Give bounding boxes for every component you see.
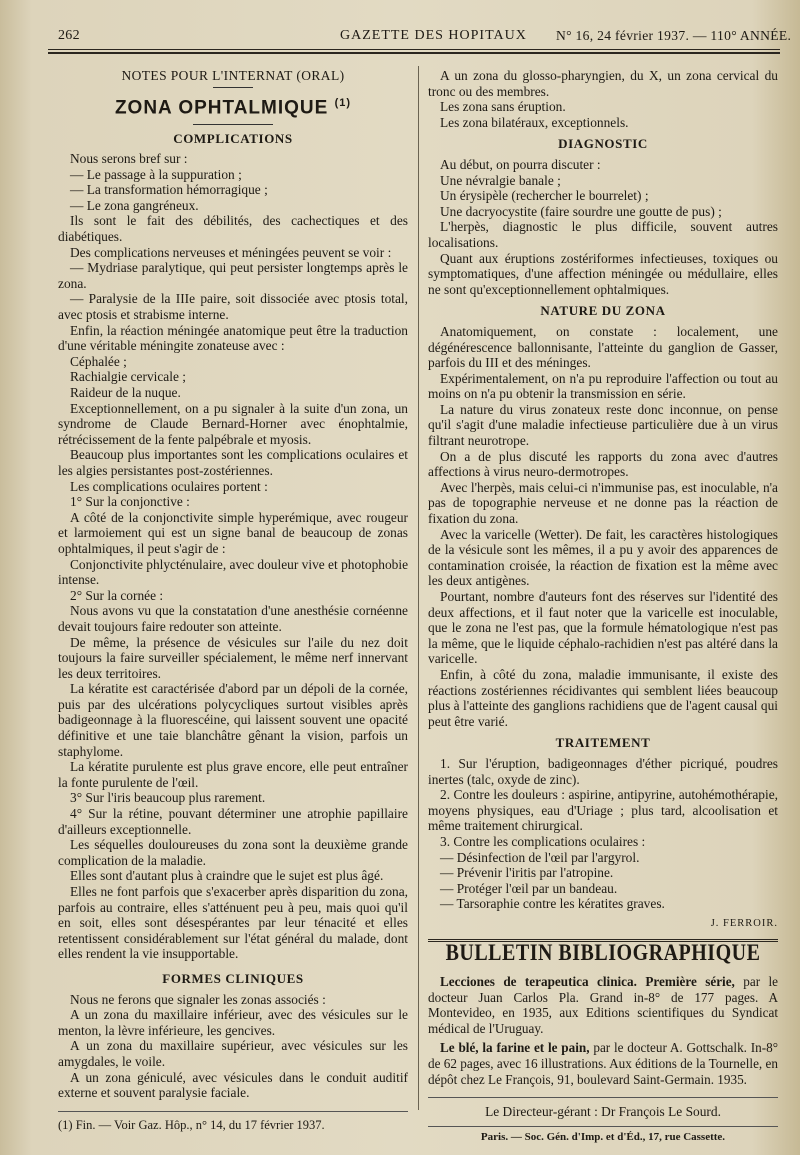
heading-diagnostic: DIAGNOSTIC xyxy=(558,136,648,152)
paragraph: Une dacryocystite (faire sourdre une goutte de pus) ; xyxy=(440,203,722,219)
footnote: (1) Fin. — Voir Gaz. Hôp., n° 14, du 17 février 1937. xyxy=(58,1117,325,1132)
kicker-rule xyxy=(213,87,253,88)
paragraph: La nature du virus zonateux reste donc inconnue, on pense qu'il s'agit d'une maladie infectieuse particulière due à un virus filtrant neurotrope. xyxy=(428,401,778,449)
book-2-title: Le blé, la farine et le pain, xyxy=(440,1040,590,1056)
left-column xyxy=(58,68,408,1133)
paragraph: — Protéger l'œil par un bandeau. xyxy=(440,880,618,896)
paragraph: Beaucoup plus importantes sont les complications oculaires et les algies persistantes post-zostériennes. xyxy=(58,447,408,478)
paragraph: Les séquelles douloureuses du zona sont la deuxième grande complication de la maladie. xyxy=(58,837,408,868)
paragraph: Conjonctivite phlycténulaire, avec douleur vive et photophobie intense. xyxy=(58,556,409,588)
paragraph: 3. Contre les complications oculaires : xyxy=(440,833,646,849)
paragraph: Expérimentalement, on n'a pu reproduire l'affection ou tout au moins on n'a pu obtenir la transmission en série. xyxy=(428,370,778,402)
paragraph: Anatomiquement, on constate : localement, une dégénérescence ballonnisante, l'atteinte du ganglion de Gasser, parfois du III et des méninges. xyxy=(428,323,778,371)
paragraph: 2. Contre les douleurs : aspirine, antipyrine, autohémothérapie, moyens physiques, eau d'Uriage ; plus tard, alcoolisation et même traitement chirurgical. xyxy=(428,787,778,834)
paragraph: Enfin, la réaction méningée anatomique peut être la traduction d'une véritable méningite zonateuse avec : xyxy=(58,322,408,354)
paragraph: Raideur de la nuque. xyxy=(70,385,181,401)
page-number: 262 xyxy=(58,28,80,43)
paragraph: Pourtant, nombre d'auteurs font des réserves sur l'identité des deux affections, et il faut noter que la varicelle est inoculable, que le zona ne l'est pas, que la formule hématologique n'est pas la même, que le liquide céphalo-rachidien n'est pas altéré dans la varicelle. xyxy=(428,589,778,667)
book-entry-2 xyxy=(428,1040,778,1087)
paragraph: Avec la varicelle (Wetter). De fait, les caractères histologiques de la vésicule sont les mêmes, il a pu y avoir des apparences de contamination croisée, la réaction de fixation est la même avec les deux antigènes. xyxy=(428,526,778,589)
director: Le Directeur-gérant : Dr François Le Sourd. xyxy=(485,1104,721,1120)
paragraph: De même, la présence de vésicules sur l'aile du nez doit toujours la faire surveiller spécialement, le même nerf innervant les deux territoires. xyxy=(58,634,408,681)
right-column xyxy=(428,68,778,1145)
director-rule xyxy=(428,1097,778,1098)
title-footnote-ref: (1) xyxy=(334,96,352,109)
heading-traitement: TRAITEMENT xyxy=(555,735,651,751)
heading-nature: NATURE DU ZONA xyxy=(540,303,666,319)
paragraph: A un zona du maxillaire inférieur, avec des vésicules sur le menton, la lèvre inférieure, les gencives. xyxy=(58,1007,408,1038)
paragraph: Enfin, à côté du zona, maladie immunisante, il existe des réactions zostériennes récidivantes qui semblent liées beaucoup plus à l'atteinte des ganglions rachidiens que de l'agent causal qui peut être varié. xyxy=(428,666,778,729)
paragraph: Au début, on pourra discuter : xyxy=(440,156,601,172)
paragraph: Nous ne ferons que signaler les zonas associés : xyxy=(70,991,326,1007)
paragraph: A un zona du glosso-pharyngien, du X, un zona cervical du tronc ou des membres. xyxy=(428,68,778,99)
footnote-rule xyxy=(58,1111,408,1112)
paragraph: La kératite purulente est plus grave encore, elle peut entraîner la fonte purulente de l'œil. xyxy=(58,759,408,790)
paragraph: La kératite est caractérisée d'abord par un dépoli de la cornée, puis par des ulcérations polycycliques surtout visibles après badigeonnage à la fluorescéine, qui laissent souvent une opacité définitive et une taie blanchâtre gênant la vision, parfois un staphylome. xyxy=(58,681,408,759)
book-2-details: par le docteur A. Gottschalk. In-8° de 62 pages, avec 16 illustrations. Aux éditions de la Tournelle, en dépôt chez Le François, 91, boulevard Saint-Germain. 1935. xyxy=(428,1040,779,1087)
bulletin-title: BULLETIN BIBLIOGRAPHIQUE xyxy=(445,940,761,966)
paragraph: Des complications nerveuses et méningées peuvent se voir : xyxy=(70,244,392,260)
paragraph: Un érysipèle (rechercher le bourrelet) ; xyxy=(440,188,649,204)
title-rule xyxy=(193,124,273,125)
paragraph: — Le passage à la suppuration ; xyxy=(70,166,242,182)
heading-formes: FORMES CLINIQUES xyxy=(162,970,304,986)
paragraph: Elles sont d'autant plus à craindre que le sujet est plus âgé. xyxy=(70,868,384,884)
journal-title: GAZETTE DES HOPITAUX xyxy=(340,28,527,43)
paragraph: Quant aux éruptions zostériformes infectieuses, toxiques ou symptomatiques, d'une affection méningée ou médullaire, elles ne sont qu'exceptionnellement ophtalmiques. xyxy=(428,250,778,297)
paragraph: Les zona bilatéraux, exceptionnels. xyxy=(440,114,629,130)
paragraph: — Tarsoraphie contre les kératites graves. xyxy=(440,896,665,912)
paragraph: 4° Sur la rétine, pouvant déterminer une atrophie papillaire d'ailleurs exceptionnelle. xyxy=(58,806,408,837)
author-signature: J. FERROIR. xyxy=(710,917,778,929)
paragraph: Elles ne font parfois que s'exacerber après disparition du zona, parfois au contraire, elles s'atténuent peu à peu, mais quoi qu'il en soit, elles sont désespérantes par leur ténacité et elles retentissent considérablement sur l'état général du malade, dont elles rendent la vie insupportable. xyxy=(58,884,408,962)
paragraph: On a de plus discuté les rapports du zona avec d'autres affections à virus neuro-dermotropes. xyxy=(428,448,778,480)
nature-list xyxy=(428,324,778,729)
paragraph: L'herpès, diagnostic le plus difficile, souvent autres localisations. xyxy=(428,219,778,250)
paragraph: Les zona sans éruption. xyxy=(440,99,566,115)
book-1-details: par le docteur Juan Carlos Pla. Grand in-8° de 177 pages. A Montevideo, en 1935, aux Editions scientifiques du Syndicat médical de l'Uruguay. xyxy=(428,974,778,1036)
complications-list xyxy=(58,151,408,962)
header-rule xyxy=(48,49,780,50)
paragraph: — Mydriase paralytique, qui peut persister longtemps après le zona. xyxy=(58,260,408,291)
paragraph: — Le zona gangréneux. xyxy=(70,197,199,213)
paragraph: Rachialgie cervicale ; xyxy=(70,369,186,385)
column-divider xyxy=(418,66,419,1110)
paragraph: 2° Sur la cornée : xyxy=(70,587,164,603)
paragraph: A côté de la conjonctivite simple hyperémique, avec rougeur et larmoiement qui est un signe banal de beaucoup de zonas ophtalmiques, il peut s'agir de : xyxy=(58,509,408,556)
traitement-list xyxy=(428,756,778,912)
paragraph: A un zona du maxillaire supérieur, avec vésicules sur les amygdales, le voile. xyxy=(58,1038,408,1069)
article-title-text: ZONA OPHTALMIQUE xyxy=(114,96,329,118)
heading-complications: COMPLICATIONS xyxy=(173,130,293,146)
printer: Paris. — Soc. Gén. d'Imp. et d'Éd., 17, rue Cassette. xyxy=(480,1130,726,1143)
paragraph: Avec l'herpès, mais celui-ci n'immunise pas, est inoculable, n'a pas de topographie nerveuse et ne donne pas la réaction de fixation du zona. xyxy=(428,479,778,527)
paragraph: 1° Sur la conjonctive : xyxy=(70,494,190,510)
formes-continued xyxy=(428,68,778,130)
header-rule-2 xyxy=(48,52,780,54)
paragraph: — Désinfection de l'œil par l'argyrol. xyxy=(440,849,640,865)
paragraph: 3° Sur l'iris beaucoup plus rarement. xyxy=(70,790,266,806)
diagnostic-list xyxy=(428,157,778,297)
book-entry-1 xyxy=(428,974,778,1036)
paragraph: Nous avons vu que la constatation d'une anesthésie cornéenne devait toujours faire redouter son atteinte. xyxy=(58,603,408,634)
issue-date: N° 16, 24 février 1937. — 110° ANNÉE. xyxy=(556,28,792,43)
paragraph: — La transformation hémorragique ; xyxy=(70,182,268,198)
book-1-title: Lecciones de terapeutica clinica. Première série, xyxy=(440,974,735,990)
formes-list xyxy=(58,992,408,1101)
paragraph: A un zona géniculé, avec vésicules dans le conduit auditif externe et souvent paralysie faciale. xyxy=(58,1069,408,1101)
kicker: NOTES POUR L'INTERNAT (ORAL) xyxy=(121,68,345,83)
paragraph: Nous serons bref sur : xyxy=(70,151,188,167)
printer-rule xyxy=(428,1126,778,1127)
paragraph: — Prévenir l'iritis par l'atropine. xyxy=(440,865,614,881)
paragraph: 1. Sur l'éruption, badigeonnages d'éther picriqué, poudres inertes (talc, oxyde de zinc). xyxy=(428,755,778,787)
paragraph: — Paralysie de la IIIe paire, soit dissociée avec ptosis total, avec ptosis et strabisme interne. xyxy=(58,291,408,323)
article-title xyxy=(58,96,408,116)
paragraph: Céphalée ; xyxy=(70,353,127,369)
paragraph: Les complications oculaires portent : xyxy=(70,478,268,494)
paragraph: Ils sont le fait des débilités, des cachectiques et des diabétiques. xyxy=(58,213,408,245)
paragraph: Une névralgie banale ; xyxy=(440,172,561,188)
paragraph: Exceptionnellement, on a pu signaler à la suite d'un zona, un syndrome de Claude Bernard-Horner avec énophtalmie, rétrécissement de la fente palpébrale et myosis. xyxy=(58,400,408,447)
